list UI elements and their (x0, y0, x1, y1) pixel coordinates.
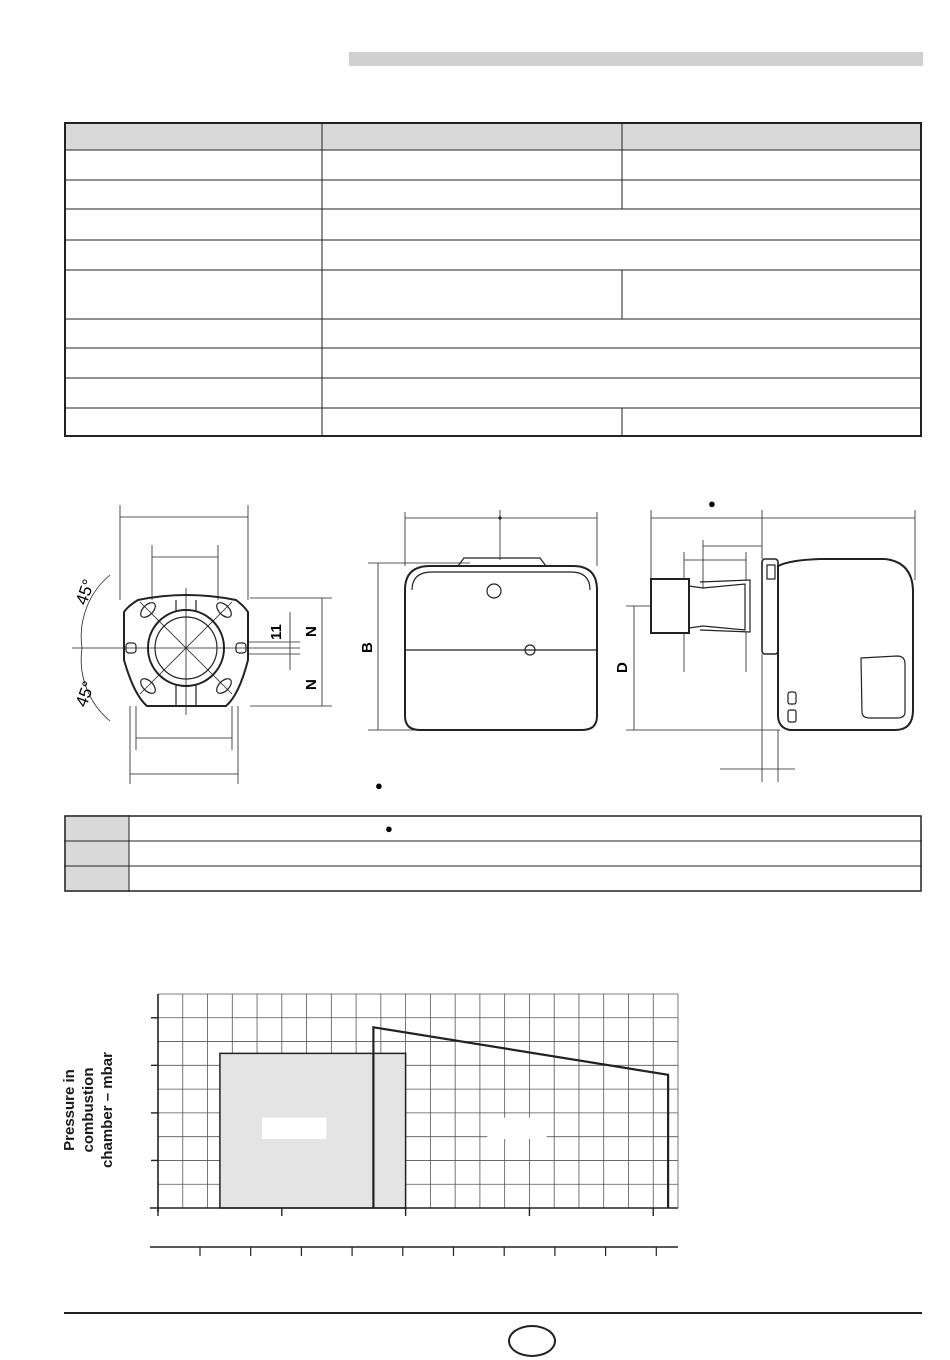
n-top-label: N (303, 626, 320, 637)
chart-y-axis-label: Pressure in combustion chamber – mbar (61, 1052, 116, 1168)
notes-table-marker: ● (385, 821, 393, 836)
angle-top-label: 45° (71, 576, 99, 608)
spec-table (64, 122, 922, 437)
height-d-label: D (614, 662, 631, 673)
header-bar (349, 52, 923, 66)
side-view (626, 510, 915, 782)
chart-label-box (487, 1118, 546, 1139)
footer-rule (64, 1312, 922, 1314)
dimension-drawings (0, 480, 950, 800)
notes-table (64, 815, 922, 892)
front-view (368, 510, 597, 730)
angle-bottom-label: 45° (71, 678, 99, 710)
front-view-note-marker: ● (375, 778, 383, 793)
n-bottom-label: N (303, 679, 320, 690)
spec-table-header-row (64, 122, 922, 150)
side-view-note-marker: ● (708, 496, 716, 511)
dim-11-label: 11 (268, 624, 285, 640)
flange-view (72, 505, 332, 784)
chart-label-box (262, 1118, 326, 1139)
page-number-badge (508, 1325, 556, 1357)
height-b-label: B (359, 642, 376, 653)
